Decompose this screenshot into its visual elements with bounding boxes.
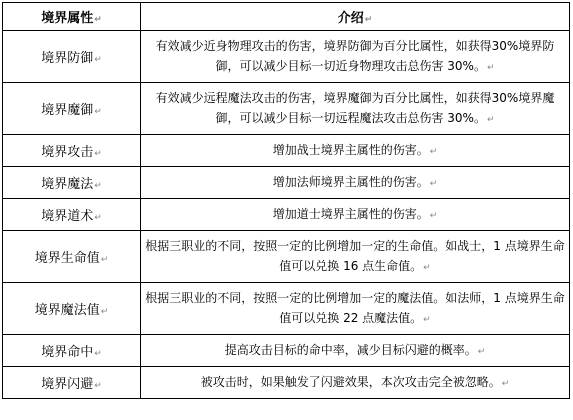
description-cell: 被攻击时，如果触发了闪避效果，本次攻击完全被忽略。↵ — [141, 367, 570, 399]
table-row — [3, 367, 570, 399]
header-attribute-label: 境界属性 — [41, 11, 94, 26]
description-cell: 有效减少近身物理攻击的伤害，境界防御为百分比属性，如获得30%境界防御，可以减少目标一切近身物理攻击总伤害 30%。↵ — [141, 31, 570, 83]
table-row — [3, 199, 570, 231]
attribute-cell: 境界道术↵ — [3, 199, 141, 231]
description-cell: 有效减少远程魔法攻击的伤害，境界魔御为百分比属性，如获得30%境界魔御，可以减少目标一切远程魔法攻击总伤害 30%。↵ — [141, 83, 570, 135]
header-attribute: 境界属性↵ — [3, 3, 141, 31]
description-cell: 根据三职业的不同，按照一定的比例增加一定的魔法值。如法师，1 点境界生命值可以兑换 22 点魔法值。↵ — [141, 283, 570, 335]
table-header-row — [3, 3, 570, 31]
header-description: 介绍↵ — [141, 3, 570, 31]
table-row — [3, 31, 570, 83]
attribute-cell: 境界魔法值↵ — [3, 283, 141, 335]
description-cell: 增加法师境界主属性的伤害。↵ — [141, 167, 570, 199]
description-cell: 提高攻击目标的命中率，减少目标闪避的概率。↵ — [141, 335, 570, 367]
attribute-cell: 境界闪避↵ — [3, 367, 141, 399]
table-row — [3, 283, 570, 335]
description-cell: 增加道士境界主属性的伤害。↵ — [141, 199, 570, 231]
table-row — [3, 231, 570, 283]
description-cell: 根据三职业的不同，按照一定的比例增加一定的生命值。如战士，1 点境界生命值可以兑换 16 点生命值。↵ — [141, 231, 570, 283]
attribute-table — [2, 2, 570, 399]
attribute-cell: 境界防御↵ — [3, 31, 141, 83]
attribute-cell: 境界攻击↵ — [3, 135, 141, 167]
attribute-cell: 境界魔御↵ — [3, 83, 141, 135]
attribute-cell: 境界生命值↵ — [3, 231, 141, 283]
table-row — [3, 83, 570, 135]
table-row — [3, 135, 570, 167]
attribute-cell: 境界魔法↵ — [3, 167, 141, 199]
description-cell: 增加战士境界主属性的伤害。↵ — [141, 135, 570, 167]
attribute-cell: 境界命中↵ — [3, 335, 141, 367]
header-description-label: 介绍 — [337, 11, 364, 26]
table-row — [3, 167, 570, 199]
table-row — [3, 335, 570, 367]
